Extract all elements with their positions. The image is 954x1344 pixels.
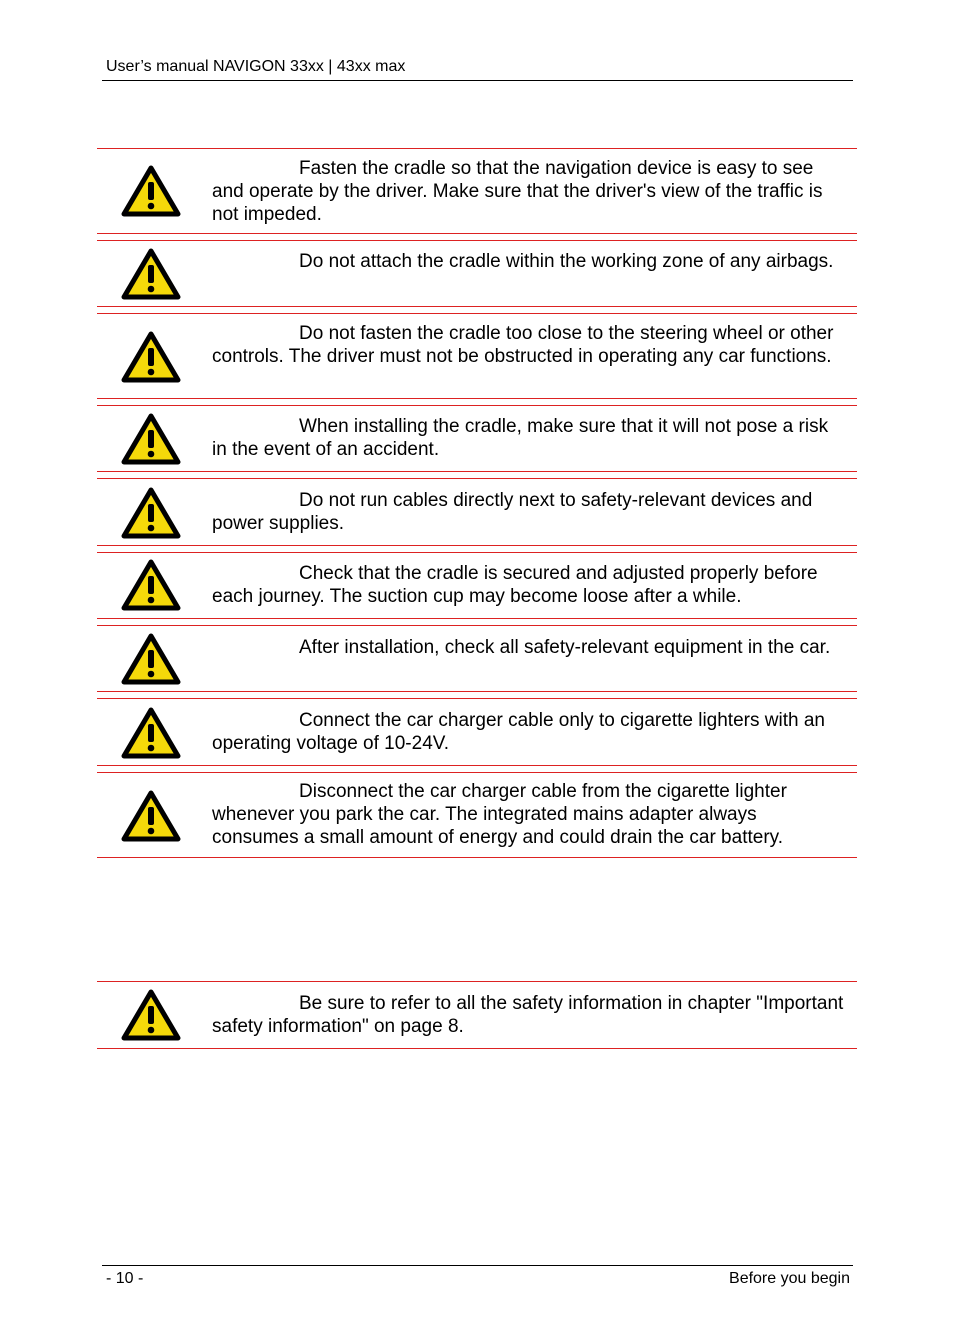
- warning-triangle-icon: [121, 707, 181, 759]
- warning-triangle-icon: [121, 790, 181, 842]
- warning-triangle-icon: [121, 559, 181, 611]
- page-number: - 10 -: [106, 1270, 144, 1287]
- warning-triangle-icon: [121, 248, 181, 300]
- header-divider: [102, 80, 853, 81]
- section-title: Before you begin: [729, 1270, 850, 1287]
- warning-text: Be sure to refer to all the safety information in chapter "Important safety information" on page 8.: [212, 993, 844, 1037]
- warning-text: When installing the cradle, make sure that it will not pose a risk in the event of an accident.: [212, 416, 829, 460]
- warning-triangle-icon: [121, 165, 181, 217]
- warning-box-2: [97, 240, 857, 307]
- warning-triangle-icon: [121, 413, 181, 465]
- warning-triangle-icon: [121, 331, 181, 383]
- warning-text: Fasten the cradle so that the navigation device is easy to see and operate by the driver. Make sure that the driver's view of the traffic is not impeded.: [212, 158, 823, 225]
- warning-triangle-icon: [121, 989, 181, 1041]
- warning-text: Disconnect the car charger cable from the cigarette lighter whenever you park the car. The integrated mains adapter always consumes a small amount of energy and could drain the car battery.: [212, 781, 787, 848]
- warning-text: Do not attach the cradle within the working zone of any airbags.: [299, 251, 834, 272]
- warning-box-6: [97, 552, 857, 619]
- warning-text: Check that the cradle is secured and adjusted properly before each journey. The suction cup may become loose after a while.: [212, 563, 818, 607]
- warning-box-9: [97, 772, 857, 858]
- warning-box-4: [97, 405, 857, 472]
- warning-box-1: [97, 148, 857, 234]
- warning-box-5: [97, 478, 857, 546]
- warning-triangle-icon: [121, 633, 181, 685]
- warning-triangle-icon: [121, 487, 181, 539]
- warning-box-3: [97, 313, 857, 399]
- warning-text: Do not run cables directly next to safety-relevant devices and power supplies.: [212, 490, 813, 534]
- warning-text: After installation, check all safety-relevant equipment in the car.: [299, 637, 831, 658]
- warning-box-7: [97, 625, 857, 692]
- header-title: User’s manual NAVIGON 33xx | 43xx max: [106, 58, 406, 75]
- footer-divider: [102, 1265, 853, 1266]
- warning-text: Connect the car charger cable only to cigarette lighters with an operating voltage of 10-24V.: [212, 710, 825, 754]
- warning-box-8: [97, 698, 857, 766]
- warning-text: Do not fasten the cradle too close to the steering wheel or other controls. The driver must not be obstructed in operating any car functions.: [212, 323, 834, 367]
- warning-box-10: [97, 981, 857, 1049]
